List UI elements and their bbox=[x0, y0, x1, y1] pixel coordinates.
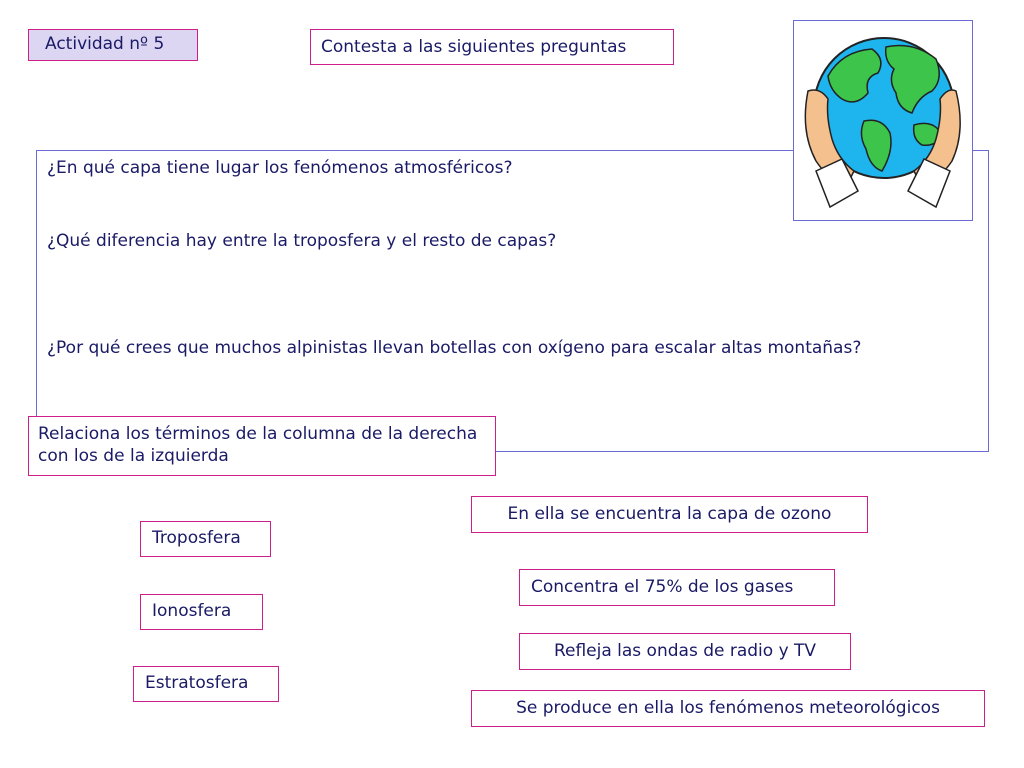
term-ionosfera[interactable]: Ionosfera bbox=[140, 594, 263, 630]
question-2: ¿Qué diferencia hay entre la troposfera y el resto de capas? bbox=[47, 231, 557, 251]
question-1: ¿En qué capa tiene lugar los fenómenos atmosféricos? bbox=[47, 158, 513, 178]
definition-radio-waves[interactable]: Refleja las ondas de radio y TV bbox=[519, 633, 851, 670]
definition-ozone-layer[interactable]: En ella se encuentra la capa de ozono bbox=[471, 496, 868, 533]
definition-weather-phenomena[interactable]: Se produce en ella los fenómenos meteorológicos bbox=[471, 690, 985, 727]
globe-in-hands-icon bbox=[794, 21, 971, 219]
matching-instruction: Relaciona los términos de la columna de la derecha con los de la izquierda bbox=[28, 416, 496, 476]
term-estratosfera[interactable]: Estratosfera bbox=[133, 666, 279, 702]
globe-illustration-frame bbox=[793, 20, 973, 221]
question-3: ¿Por qué crees que muchos alpinistas llevan botellas con oxígeno para escalar altas montañas? bbox=[47, 338, 862, 358]
instructions-text: Contesta a las siguientes preguntas bbox=[310, 29, 674, 65]
definition-gas-concentration[interactable]: Concentra el 75% de los gases bbox=[519, 569, 835, 606]
term-troposfera[interactable]: Troposfera bbox=[140, 521, 271, 557]
activity-title: Actividad nº 5 bbox=[28, 29, 198, 61]
